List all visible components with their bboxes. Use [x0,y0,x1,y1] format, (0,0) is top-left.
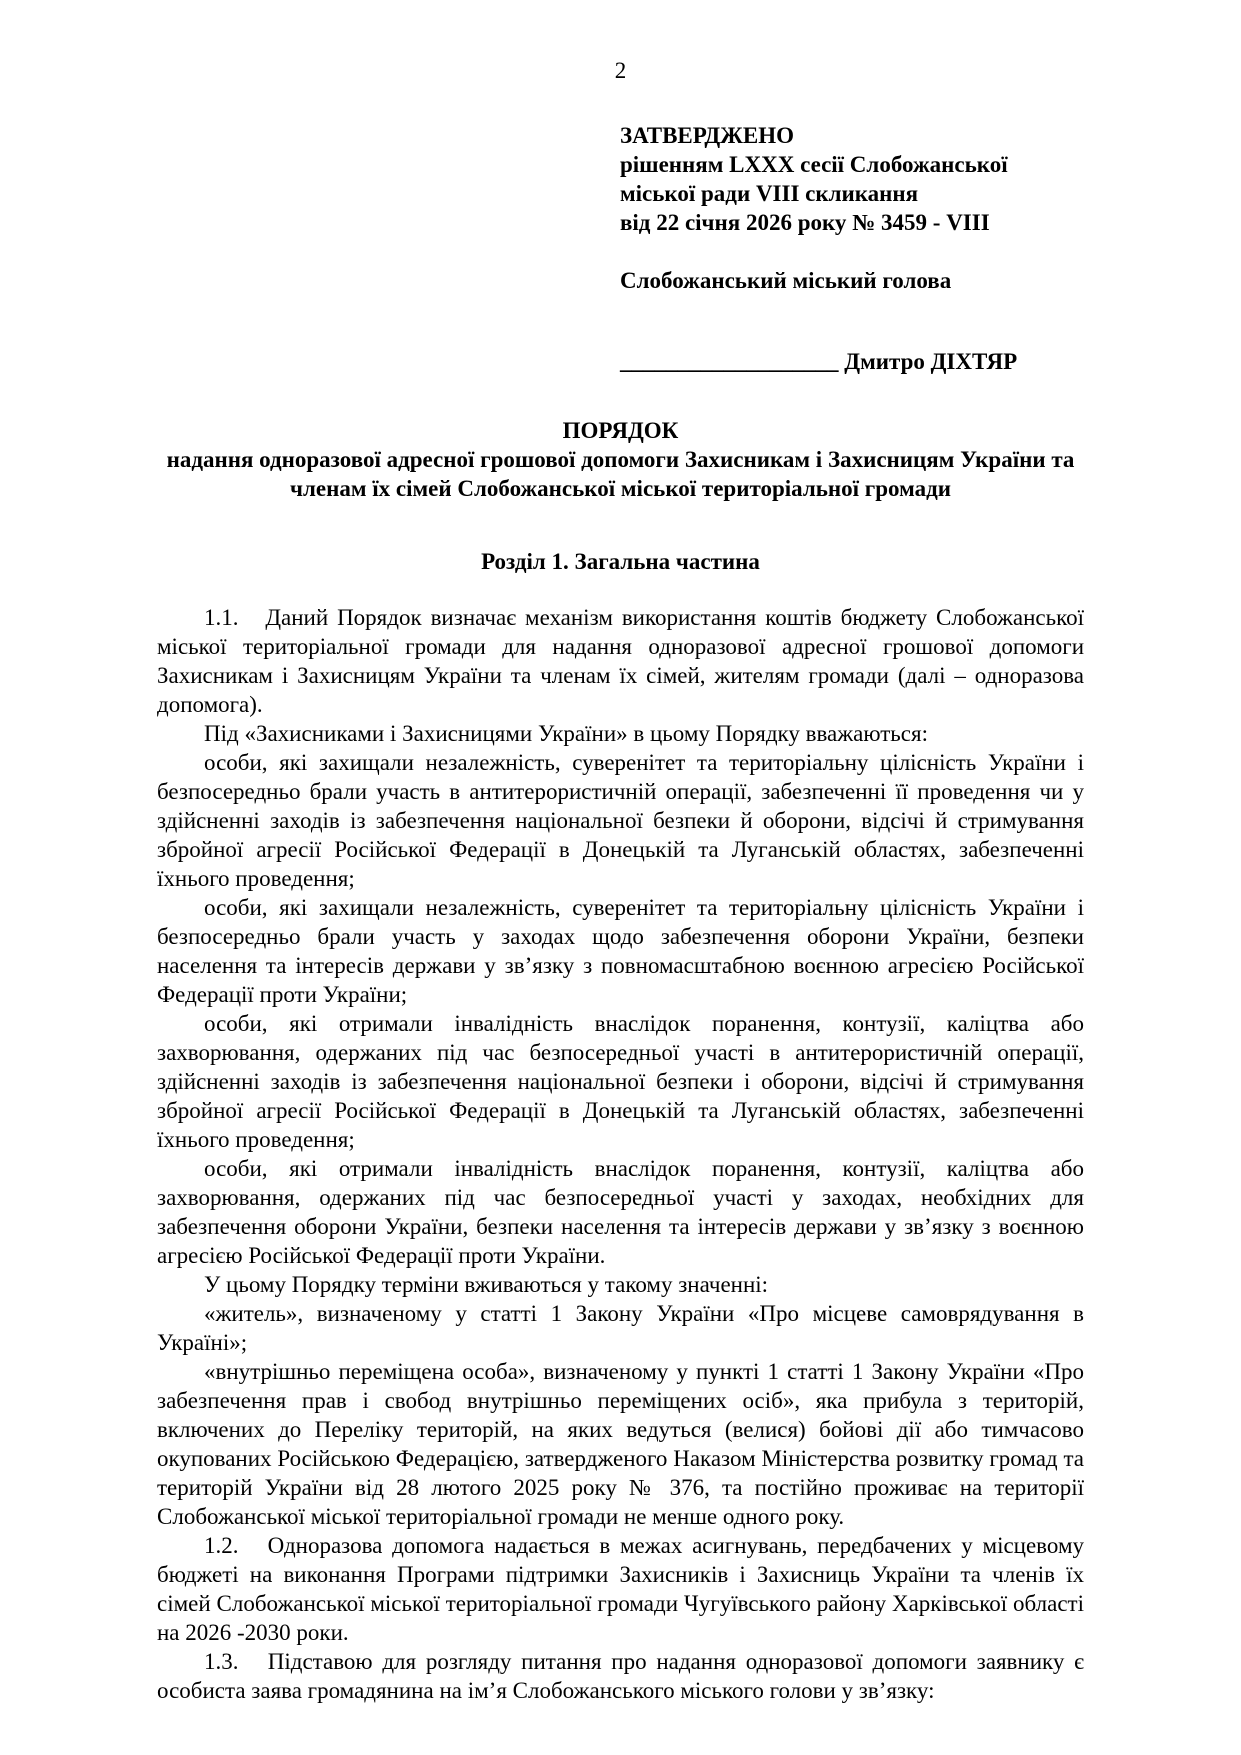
approval-line: ЗАТВЕРДЖЕНО [620,123,795,148]
section-body [157,603,1084,1705]
spacer [620,295,1084,347]
document-subtitle: надання одноразової адресної грошової допомоги Захисникам і Захисницям України та членам їх сімей Слобожанської міської територіальної громади [166,447,1075,501]
paragraph: 1.1. Даний Порядок визначає механізм використання коштів бюджету Слобожанської міської територіальної громади для надання одноразової адресної грошової допомоги Захисникам і Захисницям України та членам їх сімей, жителям громади (далі – одноразова допомога). [157,605,1084,717]
paragraph: Під «Захисниками і Захисницями України» в цьому Порядку вважаються: [204,721,928,746]
paragraph: особи, які захищали незалежність, суверенітет та територіальну цілісність України і безпосередньо брали участь у заходах щодо забезпечення оборони України, безпеки населення та інтересів держави у зв’язку з повномасштабною воєнною агресією Російської Федерації проти України; [157,895,1084,1007]
document-title-block [157,416,1084,503]
signature-row [620,347,1084,376]
paragraph: особи, які отримали інвалідність внаслідок поранення, контузії, каліцтва або захворювання, одержаних під час безпосередньої участі в антитерористичній операції, здійсненні заходів із забезпечення національної безпеки і оборони, відсічі й стримування збройної агресії Російської Федерації в Донецькій та Луганській областях, забезпеченні їхнього проведення; [157,1011,1084,1152]
section-heading: Розділ 1. Загальна частина [481,549,760,574]
paragraph: особи, які захищали незалежність, суверенітет та територіальну цілісність України і безпосередньо брали участь в антитерористичній операції, забезпеченні її проведення чи у здійсненні заходів із забезпечення національної безпеки й оборони, відсічі й стримування збройної агресії Російської Федерації в Донецькій та Луганській областях, забезпеченні їхнього проведення; [157,750,1084,891]
spacer [620,237,1084,266]
paragraph: «житель», визначеному у статті 1 Закону України «Про місцеве самоврядування в Україні»; [157,1301,1084,1355]
signature-blank-line: ___________________ [620,349,839,374]
paragraph: особи, які отримали інвалідність внаслідок поранення, контузії, каліцтва або захворювання, одержаних під час безпосередньої участі у заходах, необхідних для забезпечення оборони України, безпеки населення та інтересів держави у зв’язку з воєнною агресією Російської Федерації проти України. [157,1156,1084,1268]
approval-block [620,121,1084,376]
paragraph: «внутрішньо переміщена особа», визначеному у пункті 1 статті 1 Закону України «Про забезпечення прав і свобод внутрішньо переміщених осіб», яка прибула з територій, включених до Переліку територій, на яких ведуться (велися) бойові дії або тимчасово окупованих Російською Федерацією, затвердженого Наказом Міністерства розвитку громад та територій України від 28 лютого 2025 року № 376, та постійно проживає на території Слобожанської міської територіальної громади не менше одного року. [157,1359,1084,1529]
paragraph: 1.3. Підставою для розгляду питання про надання одноразової допомоги заявнику є особиста заява громадянина на ім’я Слобожанського міського голови у зв’язку: [157,1649,1084,1703]
signatory-name: Дмитро ДІХТЯР [844,349,1018,374]
paragraph: 1.2. Одноразова допомога надається в межах асигнувань, передбачених у місцевому бюджеті на виконання Програми підтримки Захисників і Захисниць України та членів їх сімей Слобожанської міської територіальної громади Чугуївського району Харківської області на 2026 -2030 роки. [157,1533,1084,1645]
approval-line: рішенням LXXX сесії Слобожанської [620,152,1008,177]
approval-line: від 22 січня 2026 року № 3459 - VIII [620,210,990,235]
official-title: Слобожанський міський голова [620,268,952,293]
document-title: ПОРЯДОК [562,418,679,443]
page-number: 2 [614,58,627,83]
paragraph: У цьому Порядку терміни вживаються у такому значенні: [204,1272,769,1297]
approval-line: міської ради VIII скликання [620,181,919,206]
